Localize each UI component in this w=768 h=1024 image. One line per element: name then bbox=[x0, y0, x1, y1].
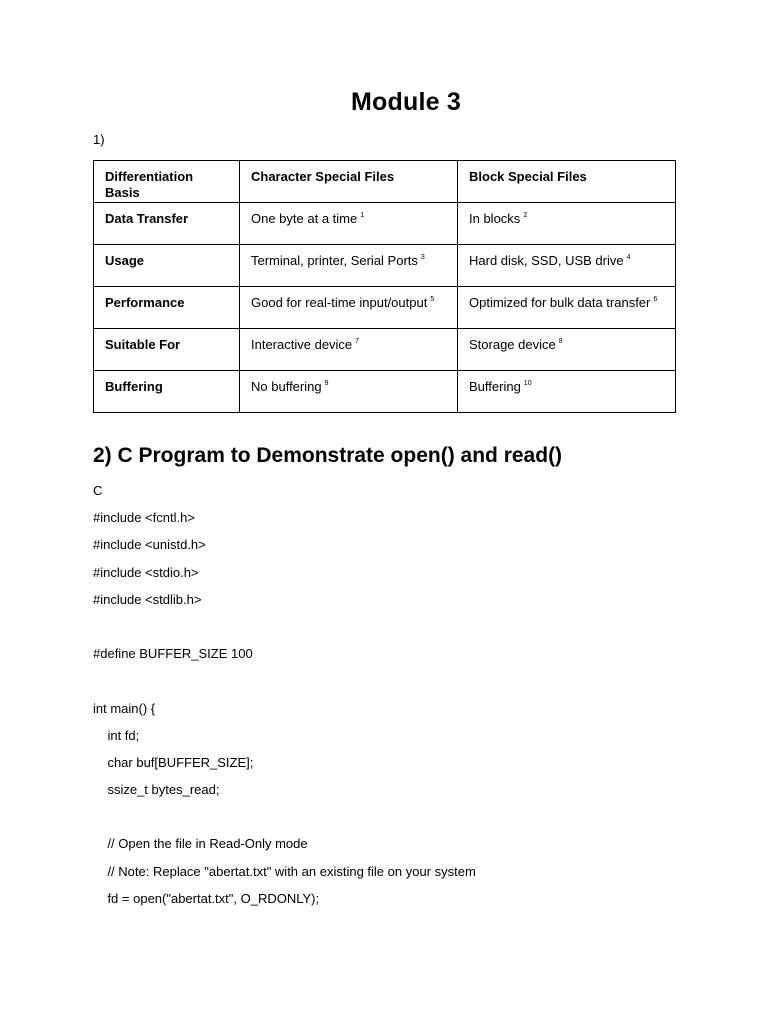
table-row bbox=[94, 287, 676, 329]
table-header-cell: Character Special Files bbox=[240, 161, 458, 203]
code-line bbox=[93, 809, 693, 836]
table-row bbox=[94, 329, 676, 371]
page-title: Module 3 bbox=[351, 88, 461, 116]
cell-text: Hard disk, SSD, USB drive bbox=[469, 253, 624, 268]
code-line bbox=[93, 619, 693, 646]
cell-text: Storage device bbox=[469, 337, 556, 352]
code-line: #include <stdlib.h> bbox=[93, 591, 202, 607]
cell-text: Interactive device bbox=[251, 337, 353, 352]
footnote-ref[interactable]: 10 bbox=[523, 380, 532, 387]
table-cell-character bbox=[240, 245, 458, 287]
code-line: #define BUFFER_SIZE 100 bbox=[93, 646, 253, 662]
question-1-label: 1) bbox=[93, 132, 105, 147]
code-line: C bbox=[93, 483, 103, 498]
code-line: // Open the file in Read-Only mode bbox=[93, 836, 308, 852]
table-cell-block bbox=[458, 245, 676, 287]
table-cell-block bbox=[458, 203, 676, 245]
table-row bbox=[94, 245, 676, 287]
table-cell-character bbox=[240, 287, 458, 329]
cell-text: Good for real-time input/output bbox=[251, 295, 428, 310]
cell-text: One byte at a time bbox=[251, 211, 358, 226]
code-line: // Note: Replace "abertat.txt" with an existing file on your system bbox=[93, 863, 476, 879]
cell-text: Optimized for bulk data transfer bbox=[469, 295, 651, 310]
code-line: int fd; bbox=[93, 727, 140, 743]
footnote-ref[interactable]: 9 bbox=[324, 380, 329, 387]
code-line: ssize_t bytes_read; bbox=[93, 782, 220, 798]
footnote-ref[interactable]: 5 bbox=[430, 296, 435, 303]
code-line: #include <unistd.h> bbox=[93, 537, 206, 553]
code-line: #include <stdio.h> bbox=[93, 564, 199, 580]
table-row bbox=[94, 203, 676, 245]
table-cell-basis: Performance bbox=[94, 287, 240, 329]
table-header-cell: Block Special Files bbox=[458, 161, 676, 203]
table-cell-basis: Usage bbox=[94, 245, 240, 287]
code-listing bbox=[93, 483, 693, 918]
footnote-ref[interactable]: 1 bbox=[360, 212, 365, 219]
table-cell-block bbox=[458, 287, 676, 329]
comparison-table bbox=[93, 160, 676, 413]
table-cell-basis: Suitable For bbox=[94, 329, 240, 371]
code-line: #include <fcntl.h> bbox=[93, 510, 195, 526]
footnote-ref[interactable]: 2 bbox=[523, 212, 528, 219]
table-cell-character bbox=[240, 203, 458, 245]
table-cell-block bbox=[458, 329, 676, 371]
table-cell-basis: Buffering bbox=[94, 371, 240, 413]
table-header-cell: Differentiation Basis bbox=[94, 161, 240, 203]
code-line: fd = open("abertat.txt", O_RDONLY); bbox=[93, 890, 320, 906]
table-cell-basis: Data Transfer bbox=[94, 203, 240, 245]
table-cell-character bbox=[240, 371, 458, 413]
cell-text: Buffering bbox=[469, 379, 521, 394]
footnote-ref[interactable]: 4 bbox=[626, 254, 631, 261]
footnote-ref[interactable]: 6 bbox=[653, 296, 658, 303]
footnote-ref[interactable]: 8 bbox=[558, 338, 563, 345]
code-line: int main() { bbox=[93, 700, 156, 716]
section-2-heading: 2) C Program to Demonstrate open() and read() bbox=[93, 444, 563, 467]
cell-text: In blocks bbox=[469, 211, 521, 226]
table-row bbox=[94, 371, 676, 413]
table-header-row bbox=[94, 161, 676, 203]
code-line: char buf[BUFFER_SIZE]; bbox=[93, 754, 254, 770]
cell-text: Terminal, printer, Serial Ports bbox=[251, 253, 418, 268]
cell-text: No buffering bbox=[251, 379, 322, 394]
table-cell-block bbox=[458, 371, 676, 413]
footnote-ref[interactable]: 3 bbox=[420, 254, 425, 261]
footnote-ref[interactable]: 7 bbox=[355, 338, 360, 345]
code-line bbox=[93, 673, 693, 700]
table-cell-character bbox=[240, 329, 458, 371]
